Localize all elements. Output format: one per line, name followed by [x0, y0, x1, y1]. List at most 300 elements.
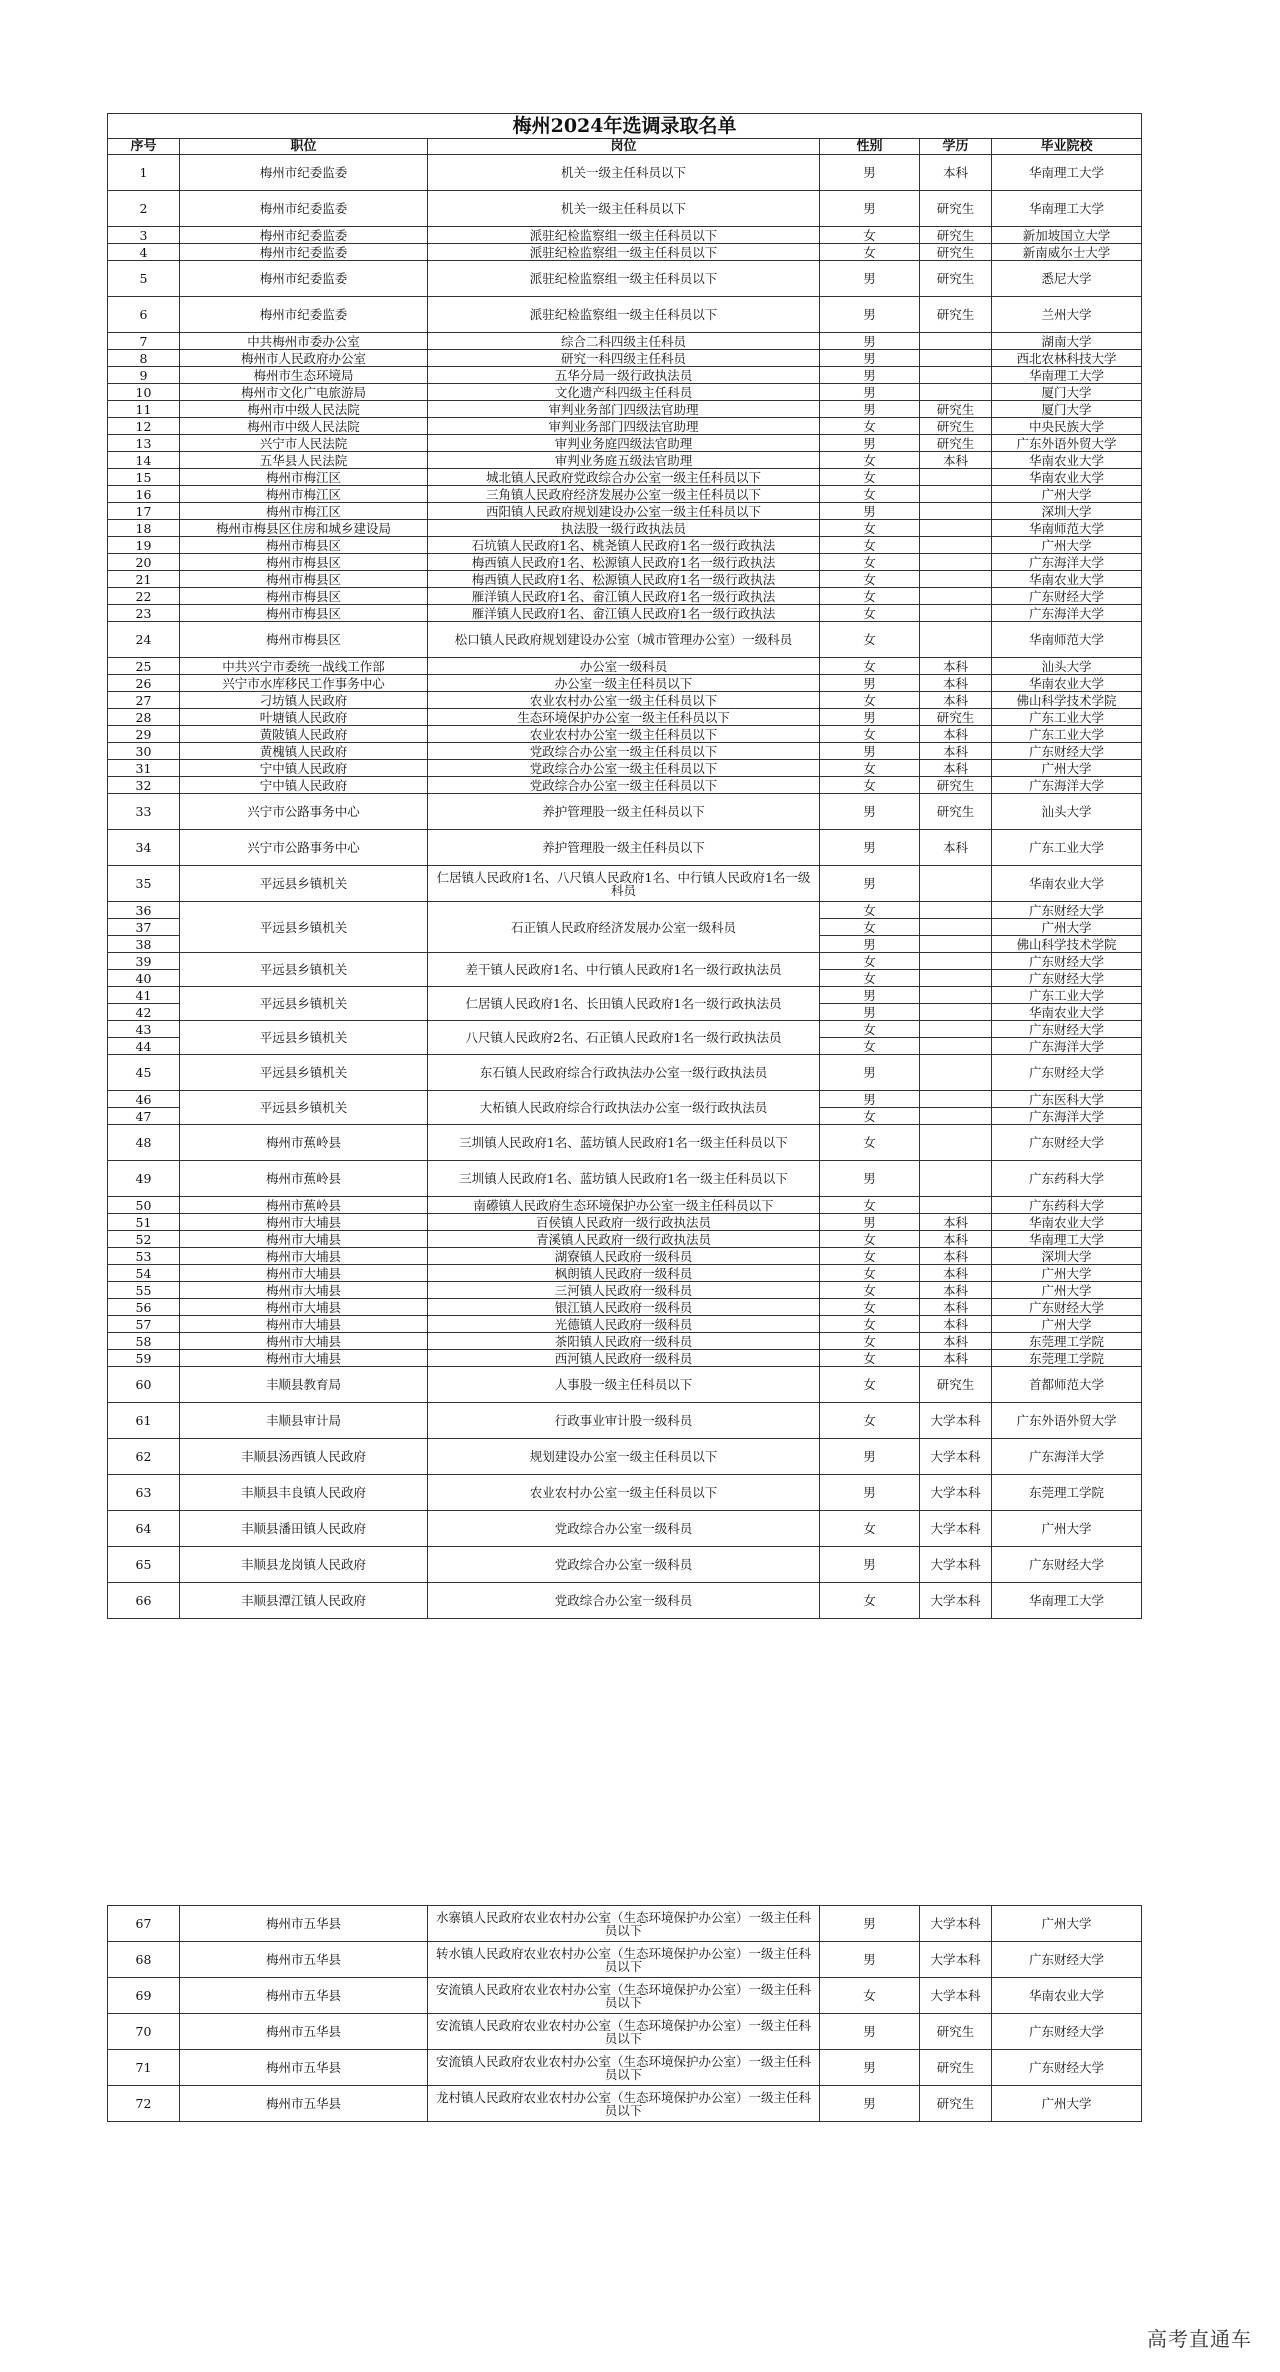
row-education: 研究生	[920, 227, 992, 244]
table-row	[108, 418, 1142, 435]
row-post: 松口镇人民政府规划建设办公室（城市管理办公室）一级科员	[428, 622, 820, 658]
row-gender: 女	[820, 1265, 920, 1282]
row-school: 广东外语外贸大学	[992, 435, 1142, 452]
row-number: 34	[108, 830, 180, 866]
row-gender: 女	[820, 452, 920, 469]
row-education	[920, 902, 992, 919]
row-school: 广州大学	[992, 486, 1142, 503]
row-gender: 女	[820, 692, 920, 709]
row-gender: 女	[820, 1282, 920, 1299]
row-school: 广东财经大学	[992, 1547, 1142, 1583]
row-post: 梅西镇人民政府1名、松源镇人民政府1名一级行政执法	[428, 554, 820, 571]
row-school: 华南农业大学	[992, 1978, 1142, 2014]
row-post: 龙村镇人民政府农业农村办公室（生态环境保护办公室）一级主任科员以下	[428, 2086, 820, 2122]
row-post: 仁居镇人民政府1名、长田镇人民政府1名一级行政执法员	[428, 987, 820, 1021]
row-post: 派驻纪检监察组一级主任科员以下	[428, 297, 820, 333]
row-education: 研究生	[920, 261, 992, 297]
row-position: 平远县乡镇机关	[180, 1091, 428, 1125]
row-school: 广东药科大学	[992, 1197, 1142, 1214]
row-post: 枫朗镇人民政府一级科员	[428, 1265, 820, 1282]
table-row	[108, 1282, 1142, 1299]
row-education: 大学本科	[920, 1439, 992, 1475]
row-gender: 女	[820, 622, 920, 658]
admission-table	[107, 113, 1142, 1619]
row-gender: 女	[820, 902, 920, 919]
row-education	[920, 1125, 992, 1161]
table-row	[108, 244, 1142, 261]
row-gender: 男	[820, 350, 920, 367]
row-post: 农业农村办公室一级主任科员以下	[428, 726, 820, 743]
row-post: 差干镇人民政府1名、中行镇人民政府1名一级行政执法员	[428, 953, 820, 987]
row-school: 广东医科大学	[992, 1091, 1142, 1108]
row-gender: 女	[820, 1403, 920, 1439]
row-school: 华南农业大学	[992, 469, 1142, 486]
table-row	[108, 554, 1142, 571]
row-position: 梅州市蕉岭县	[180, 1197, 428, 1214]
row-gender: 男	[820, 155, 920, 191]
row-gender: 男	[820, 709, 920, 726]
row-school: 深圳大学	[992, 1248, 1142, 1265]
row-position: 丰顺县审计局	[180, 1403, 428, 1439]
row-school: 佛山科学技术学院	[992, 692, 1142, 709]
row-school: 广州大学	[992, 1282, 1142, 1299]
row-gender: 男	[820, 1906, 920, 1942]
row-gender: 男	[820, 297, 920, 333]
row-education	[920, 1038, 992, 1055]
row-education: 本科	[920, 1265, 992, 1282]
table-row	[108, 297, 1142, 333]
table-row	[108, 588, 1142, 605]
row-gender: 女	[820, 658, 920, 675]
row-gender: 男	[820, 1161, 920, 1197]
row-position: 兴宁市水库移民工作事务中心	[180, 675, 428, 692]
row-education	[920, 503, 992, 520]
row-post: 党政综合办公室一级科员	[428, 1583, 820, 1619]
row-gender: 男	[820, 503, 920, 520]
header-school: 毕业院校	[992, 139, 1142, 155]
row-education	[920, 384, 992, 401]
table-row	[108, 622, 1142, 658]
row-education	[920, 571, 992, 588]
row-education: 大学本科	[920, 1547, 992, 1583]
row-position: 梅州市梅江区	[180, 503, 428, 520]
row-number: 70	[108, 2014, 180, 2050]
row-school: 汕头大学	[992, 794, 1142, 830]
row-gender: 男	[820, 384, 920, 401]
table-row	[108, 1511, 1142, 1547]
table-row	[108, 1161, 1142, 1197]
row-number: 59	[108, 1350, 180, 1367]
row-school: 广东工业大学	[992, 987, 1142, 1004]
row-gender: 男	[820, 1091, 920, 1108]
row-post: 党政综合办公室一级科员	[428, 1511, 820, 1547]
row-education	[920, 622, 992, 658]
row-education: 本科	[920, 1350, 992, 1367]
row-gender: 男	[820, 333, 920, 350]
row-position: 梅州市大埔县	[180, 1265, 428, 1282]
row-school: 广东财经大学	[992, 902, 1142, 919]
row-gender: 男	[820, 866, 920, 902]
row-school: 中央民族大学	[992, 418, 1142, 435]
row-position: 梅州市梅县区	[180, 537, 428, 554]
row-education: 研究生	[920, 297, 992, 333]
row-post: 审判业务部门四级法官助理	[428, 418, 820, 435]
row-position: 平远县乡镇机关	[180, 1021, 428, 1055]
row-post: 行政事业审计股一级科员	[428, 1403, 820, 1439]
row-position: 丰顺县龙岗镇人民政府	[180, 1547, 428, 1583]
table-row	[108, 155, 1142, 191]
row-gender: 女	[820, 588, 920, 605]
row-position: 兴宁市公路事务中心	[180, 830, 428, 866]
row-school: 广东财经大学	[992, 1299, 1142, 1316]
row-school: 新加坡国立大学	[992, 227, 1142, 244]
row-number: 60	[108, 1367, 180, 1403]
row-position: 梅州市梅江区	[180, 486, 428, 503]
row-education: 研究生	[920, 418, 992, 435]
row-position: 梅州市大埔县	[180, 1299, 428, 1316]
row-position: 梅州市梅县区	[180, 622, 428, 658]
table-row	[108, 1333, 1142, 1350]
row-school: 华南农业大学	[992, 866, 1142, 902]
row-number: 57	[108, 1316, 180, 1333]
row-position: 梅州市五华县	[180, 2086, 428, 2122]
row-position: 梅州市梅县区	[180, 571, 428, 588]
row-post: 养护管理股一级主任科员以下	[428, 830, 820, 866]
row-school: 华南农业大学	[992, 452, 1142, 469]
row-number: 50	[108, 1197, 180, 1214]
row-position: 平远县乡镇机关	[180, 866, 428, 902]
row-post: 农业农村办公室一级主任科员以下	[428, 1475, 820, 1511]
row-gender: 男	[820, 435, 920, 452]
row-position: 梅州市中级人民法院	[180, 401, 428, 418]
row-number: 62	[108, 1439, 180, 1475]
document-title: 梅州2024年选调录取名单	[108, 114, 1142, 139]
row-gender: 女	[820, 244, 920, 261]
row-position: 梅州市大埔县	[180, 1316, 428, 1333]
row-position: 丰顺县丰良镇人民政府	[180, 1475, 428, 1511]
row-education	[920, 333, 992, 350]
row-education: 大学本科	[920, 1475, 992, 1511]
row-school: 华南农业大学	[992, 571, 1142, 588]
row-number: 27	[108, 692, 180, 709]
row-number: 4	[108, 244, 180, 261]
row-number: 56	[108, 1299, 180, 1316]
row-position: 平远县乡镇机关	[180, 1055, 428, 1091]
row-position: 梅州市大埔县	[180, 1282, 428, 1299]
row-number: 36	[108, 902, 180, 919]
row-education: 本科	[920, 1248, 992, 1265]
header-post: 岗位	[428, 139, 820, 155]
table-row	[108, 1214, 1142, 1231]
row-post: 水寨镇人民政府农业农村办公室（生态环境保护办公室）一级主任科员以下	[428, 1906, 820, 1942]
table-row	[108, 1231, 1142, 1248]
row-number: 19	[108, 537, 180, 554]
table-row	[108, 760, 1142, 777]
row-post: 仁居镇人民政府1名、八尺镇人民政府1名、中行镇人民政府1名一级科员	[428, 866, 820, 902]
row-education: 本科	[920, 1299, 992, 1316]
row-education: 本科	[920, 726, 992, 743]
row-number: 25	[108, 658, 180, 675]
row-school: 广东海洋大学	[992, 1108, 1142, 1125]
row-number: 17	[108, 503, 180, 520]
row-post: 执法股一级行政执法员	[428, 520, 820, 537]
row-education: 研究生	[920, 794, 992, 830]
row-education: 本科	[920, 1231, 992, 1248]
row-school: 华南理工大学	[992, 1583, 1142, 1619]
row-education: 研究生	[920, 244, 992, 261]
row-position: 梅州市蕉岭县	[180, 1161, 428, 1197]
row-education: 大学本科	[920, 1942, 992, 1978]
row-education	[920, 1197, 992, 1214]
row-gender: 男	[820, 2086, 920, 2122]
row-gender: 女	[820, 1511, 920, 1547]
table-row	[108, 777, 1142, 794]
row-school: 新南威尔士大学	[992, 244, 1142, 261]
row-number: 63	[108, 1475, 180, 1511]
row-position: 梅州市五华县	[180, 1906, 428, 1942]
row-number: 3	[108, 227, 180, 244]
row-gender: 女	[820, 1038, 920, 1055]
row-number: 45	[108, 1055, 180, 1091]
row-education: 大学本科	[920, 1403, 992, 1439]
row-post: 三圳镇人民政府1名、蓝坊镇人民政府1名一级主任科员以下	[428, 1161, 820, 1197]
table-row	[108, 743, 1142, 760]
row-gender: 男	[820, 1547, 920, 1583]
table-row	[108, 987, 1142, 1004]
row-position: 梅州市纪委监委	[180, 297, 428, 333]
row-post: 银江镇人民政府一级科员	[428, 1299, 820, 1316]
row-education: 本科	[920, 1282, 992, 1299]
row-number: 49	[108, 1161, 180, 1197]
row-post: 人事股一级主任科员以下	[428, 1367, 820, 1403]
row-gender: 女	[820, 1248, 920, 1265]
table-row	[108, 830, 1142, 866]
row-education: 大学本科	[920, 1511, 992, 1547]
row-gender: 女	[820, 227, 920, 244]
row-education: 大学本科	[920, 1906, 992, 1942]
row-post: 党政综合办公室一级主任科员以下	[428, 777, 820, 794]
row-education	[920, 588, 992, 605]
row-education	[920, 953, 992, 970]
table-row	[108, 953, 1142, 970]
row-post: 湖寮镇人民政府一级科员	[428, 1248, 820, 1265]
table-row	[108, 1350, 1142, 1367]
row-education	[920, 520, 992, 537]
row-number: 47	[108, 1108, 180, 1125]
row-post: 生态环境保护办公室一级主任科员以下	[428, 709, 820, 726]
row-school: 广州大学	[992, 537, 1142, 554]
row-education: 大学本科	[920, 1978, 992, 2014]
row-post: 八尺镇人民政府2名、石正镇人民政府1名一级行政执法员	[428, 1021, 820, 1055]
table-row	[108, 333, 1142, 350]
row-school: 广东工业大学	[992, 726, 1142, 743]
row-education	[920, 866, 992, 902]
row-position: 平远县乡镇机关	[180, 953, 428, 987]
row-post: 机关一级主任科员以下	[428, 155, 820, 191]
row-school: 华南农业大学	[992, 1004, 1142, 1021]
row-number: 30	[108, 743, 180, 760]
row-position: 兴宁市人民法院	[180, 435, 428, 452]
row-gender: 女	[820, 970, 920, 987]
table-row	[108, 2050, 1142, 2086]
row-number: 24	[108, 622, 180, 658]
row-gender: 男	[820, 1055, 920, 1091]
row-school: 广州大学	[992, 2086, 1142, 2122]
row-post: 南礤镇人民政府生态环境保护办公室一级主任科员以下	[428, 1197, 820, 1214]
row-education	[920, 970, 992, 987]
row-number: 48	[108, 1125, 180, 1161]
row-position: 刁坊镇人民政府	[180, 692, 428, 709]
row-gender: 男	[820, 1214, 920, 1231]
row-school: 广东海洋大学	[992, 554, 1142, 571]
row-number: 58	[108, 1333, 180, 1350]
row-post: 研究一科四级主任科员	[428, 350, 820, 367]
row-post: 西阳镇人民政府规划建设办公室一级主任科员以下	[428, 503, 820, 520]
table-row	[108, 350, 1142, 367]
table-row	[108, 1091, 1142, 1108]
row-number: 42	[108, 1004, 180, 1021]
row-number: 46	[108, 1091, 180, 1108]
row-number: 68	[108, 1942, 180, 1978]
row-number: 31	[108, 760, 180, 777]
row-number: 55	[108, 1282, 180, 1299]
table-row	[108, 537, 1142, 554]
table-row	[108, 227, 1142, 244]
row-post: 党政综合办公室一级科员	[428, 1547, 820, 1583]
row-position: 梅州市梅县区	[180, 605, 428, 622]
row-gender: 女	[820, 1108, 920, 1125]
row-school: 广东药科大学	[992, 1161, 1142, 1197]
row-number: 44	[108, 1038, 180, 1055]
row-post: 审判业务庭五级法官助理	[428, 452, 820, 469]
row-school: 广东财经大学	[992, 1055, 1142, 1091]
row-school: 华南师范大学	[992, 520, 1142, 537]
row-number: 6	[108, 297, 180, 333]
row-number: 29	[108, 726, 180, 743]
row-education: 研究生	[920, 401, 992, 418]
table-row	[108, 1906, 1142, 1942]
row-post: 安流镇人民政府农业农村办公室（生态环境保护办公室）一级主任科员以下	[428, 1978, 820, 2014]
row-number: 8	[108, 350, 180, 367]
row-position: 梅州市大埔县	[180, 1333, 428, 1350]
table-row	[108, 794, 1142, 830]
table-row	[108, 452, 1142, 469]
table-row	[108, 658, 1142, 675]
row-gender: 女	[820, 919, 920, 936]
row-position: 平远县乡镇机关	[180, 902, 428, 953]
row-number: 28	[108, 709, 180, 726]
row-post: 东石镇人民政府综合行政执法办公室一级行政执法员	[428, 1055, 820, 1091]
row-position: 梅州市梅江区	[180, 469, 428, 486]
table-row	[108, 2086, 1142, 2122]
row-gender: 女	[820, 953, 920, 970]
row-gender: 女	[820, 1583, 920, 1619]
table-row	[108, 1403, 1142, 1439]
row-number: 2	[108, 191, 180, 227]
row-education: 本科	[920, 155, 992, 191]
row-gender: 男	[820, 987, 920, 1004]
row-post: 办公室一级科员	[428, 658, 820, 675]
row-post: 五华分局一级行政执法员	[428, 367, 820, 384]
row-position: 梅州市五华县	[180, 1978, 428, 2014]
row-education: 本科	[920, 452, 992, 469]
row-education: 研究生	[920, 2014, 992, 2050]
table-row	[108, 1367, 1142, 1403]
row-school: 广东外语外贸大学	[992, 1403, 1142, 1439]
row-education: 本科	[920, 1316, 992, 1333]
row-school: 广东财经大学	[992, 2050, 1142, 2086]
row-post: 安流镇人民政府农业农村办公室（生态环境保护办公室）一级主任科员以下	[428, 2014, 820, 2050]
row-gender: 男	[820, 830, 920, 866]
row-number: 39	[108, 953, 180, 970]
row-education: 本科	[920, 675, 992, 692]
row-position: 梅州市人民政府办公室	[180, 350, 428, 367]
row-number: 9	[108, 367, 180, 384]
table-row	[108, 384, 1142, 401]
row-number: 41	[108, 987, 180, 1004]
row-post: 三河镇人民政府一级科员	[428, 1282, 820, 1299]
row-gender: 男	[820, 261, 920, 297]
row-education: 研究生	[920, 2086, 992, 2122]
row-education	[920, 554, 992, 571]
row-school: 广东财经大学	[992, 1021, 1142, 1038]
row-position: 丰顺县潭江镇人民政府	[180, 1583, 428, 1619]
row-number: 53	[108, 1248, 180, 1265]
row-position: 宁中镇人民政府	[180, 777, 428, 794]
row-number: 54	[108, 1265, 180, 1282]
row-school: 广东财经大学	[992, 743, 1142, 760]
row-school: 华南理工大学	[992, 367, 1142, 384]
table-row	[108, 1055, 1142, 1091]
row-education: 本科	[920, 1214, 992, 1231]
row-school: 东莞理工学院	[992, 1333, 1142, 1350]
header-gender: 性别	[820, 139, 920, 155]
row-position: 叶塘镇人民政府	[180, 709, 428, 726]
row-number: 13	[108, 435, 180, 452]
table-row	[108, 709, 1142, 726]
row-position: 梅州市文化广电旅游局	[180, 384, 428, 401]
row-gender: 女	[820, 571, 920, 588]
row-gender: 女	[820, 1197, 920, 1214]
row-number: 21	[108, 571, 180, 588]
row-gender: 男	[820, 936, 920, 953]
table-row	[108, 1475, 1142, 1511]
row-position: 梅州市生态环境局	[180, 367, 428, 384]
row-position: 梅州市纪委监委	[180, 227, 428, 244]
row-gender: 男	[820, 794, 920, 830]
table-header	[108, 139, 1142, 155]
table-row	[108, 1248, 1142, 1265]
row-number: 10	[108, 384, 180, 401]
row-gender: 女	[820, 1316, 920, 1333]
row-education: 本科	[920, 830, 992, 866]
row-number: 7	[108, 333, 180, 350]
row-position: 丰顺县教育局	[180, 1367, 428, 1403]
row-gender: 女	[820, 469, 920, 486]
row-position: 梅州市五华县	[180, 2014, 428, 2050]
row-education	[920, 469, 992, 486]
row-position: 梅州市大埔县	[180, 1350, 428, 1367]
row-gender: 女	[820, 1021, 920, 1038]
row-number: 18	[108, 520, 180, 537]
row-post: 文化遗产科四级主任科员	[428, 384, 820, 401]
row-post: 三角镇人民政府经济发展办公室一级主任科员以下	[428, 486, 820, 503]
row-position: 黄槐镇人民政府	[180, 743, 428, 760]
row-number: 52	[108, 1231, 180, 1248]
row-post: 光德镇人民政府一级科员	[428, 1316, 820, 1333]
row-post: 农业农村办公室一级主任科员以下	[428, 692, 820, 709]
row-number: 12	[108, 418, 180, 435]
